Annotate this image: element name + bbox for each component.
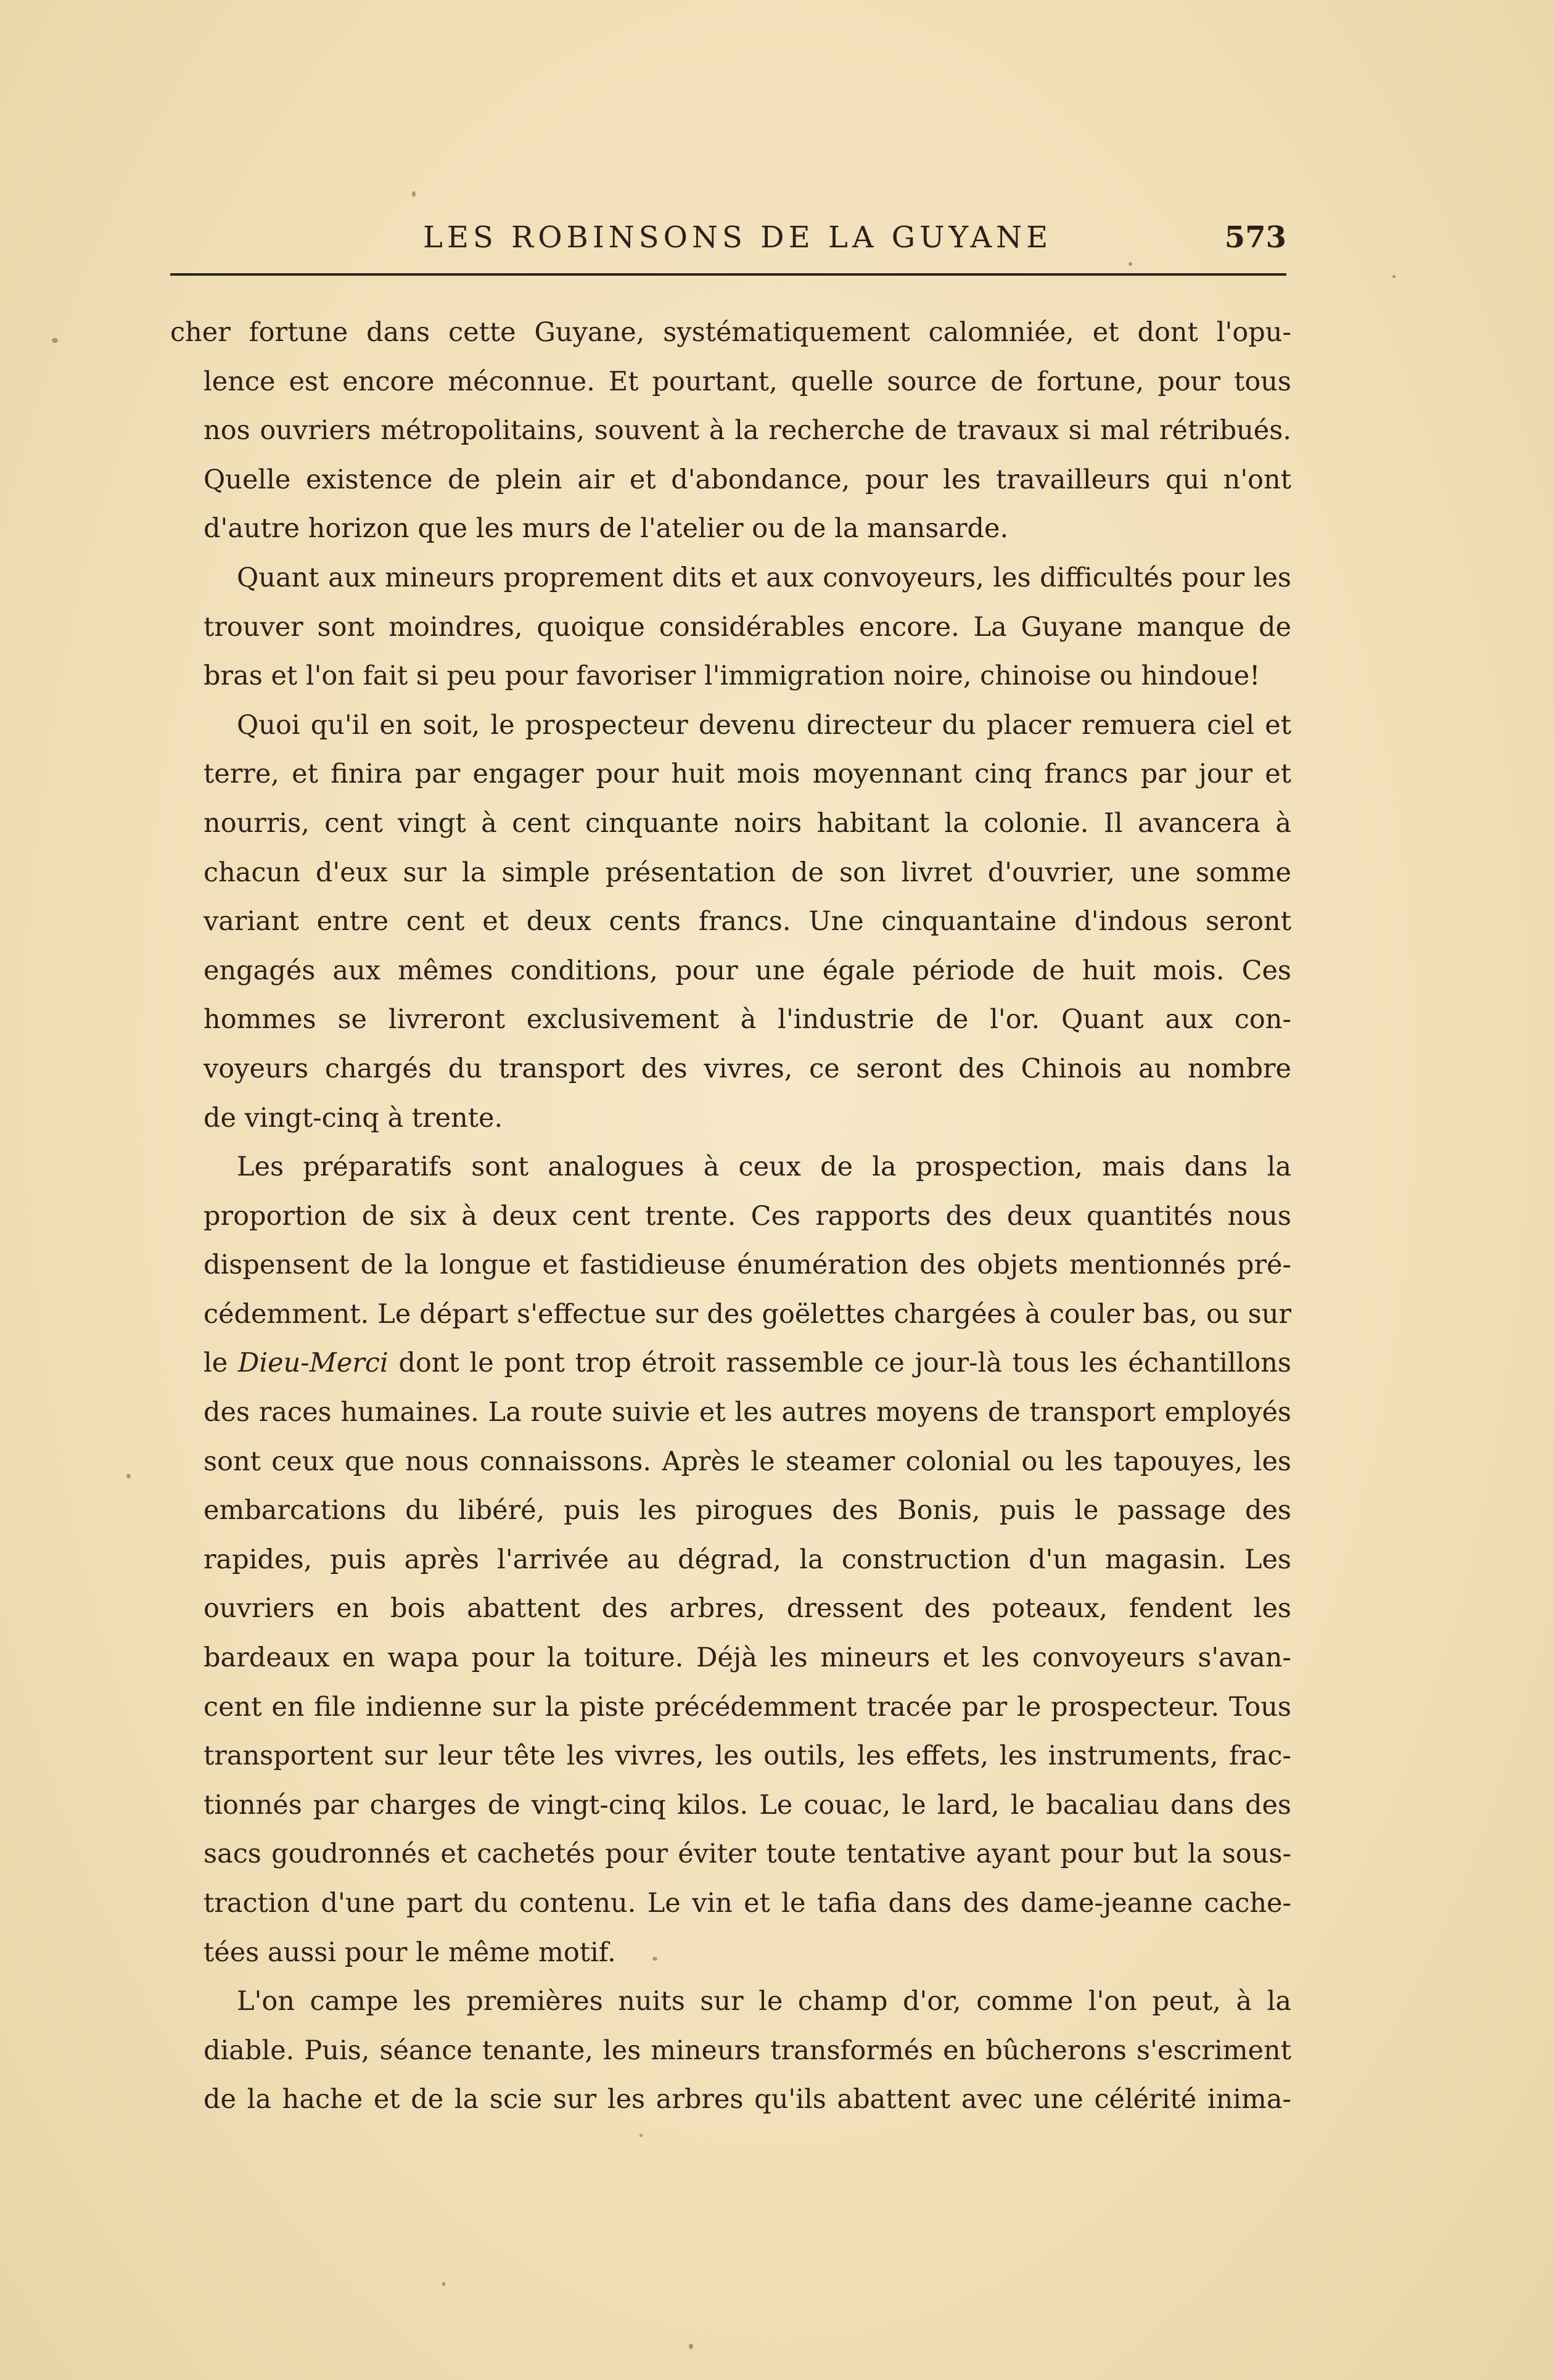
text-line: traction d'une part du contenu. Le vin et le tafia dans des dame-jeanne cache- <box>204 1888 1291 1919</box>
header-rule <box>170 273 1286 276</box>
line-prefix: le <box>204 1348 238 1379</box>
line-suffix: dont le pont trop étroit rassemble ce jour-là tous les échantillons <box>388 1348 1291 1379</box>
text-line: lence est encore méconnue. Et pourtant, quelle source de fortune, pour tous <box>204 366 1291 397</box>
paper-speck <box>412 191 416 197</box>
paragraph-1 <box>170 308 1291 554</box>
paragraph-3 <box>170 701 1291 1143</box>
text-line: ouvriers en bois abattent des arbres, dressent des poteaux, fendent les <box>204 1593 1291 1624</box>
paragraph-5 <box>170 1977 1291 2125</box>
text-line: rapides, puis après l'arrivée au dégrad, la construction d'un magasin. Les <box>204 1544 1291 1575</box>
text-line: de la hache et de la scie sur les arbres qu'ils abattent avec une célérité inima- <box>204 2084 1291 2115</box>
text-line: chacun d'eux sur la simple présentation de son livret d'ouvrier, une somme <box>204 857 1291 888</box>
paper-speck <box>689 2344 693 2349</box>
paper-speck <box>126 1474 131 1478</box>
text-line-with-italic <box>170 1339 1291 1388</box>
text-line: d'autre horizon que les murs de l'atelier ou de la mansarde. <box>204 513 1009 545</box>
text-line: sont ceux que nous connaissons. Après le steamer colonial ou les tapouyes, les <box>204 1446 1291 1477</box>
text-line: cent en file indienne sur la piste précédemment tracée par le prospecteur. Tous <box>204 1691 1291 1723</box>
text-line: nos ouvriers métropolitains, souvent à la recherche de travaux si mal rétribués. <box>204 415 1291 447</box>
text-line: engagés aux mêmes conditions, pour une égale période de huit mois. Ces <box>204 955 1291 986</box>
text-line: bras et l'on fait si peu pour favoriser l'immigration noire, chinoise ou hindoue! <box>204 661 1260 692</box>
paper-speck <box>1128 262 1132 266</box>
text-line: diable. Puis, séance tenante, les mineurs transformés en bûcherons s'escriment <box>204 2035 1291 2066</box>
text-line: dispensent de la longue et fastidieuse énumération des objets mentionnés pré- <box>204 1250 1291 1281</box>
text-line: Quant aux mineurs proprement dits et aux convoyeurs, les difficultés pour les <box>237 562 1291 593</box>
paper-speck <box>442 2282 445 2286</box>
text-line: cédemment. Le départ s'effectue sur des goëlettes chargées à couler bas, ou sur <box>204 1298 1291 1330</box>
page-number: 573 <box>1224 220 1286 255</box>
paper-speck <box>1392 275 1396 278</box>
text-line: tées aussi pour le même motif. <box>204 1937 616 1968</box>
text-line: bardeaux en wapa pour la toiture. Déjà les mineurs et les convoyeurs s'avan- <box>204 1642 1291 1674</box>
paper-speck <box>639 2134 643 2137</box>
text-line: Quoi qu'il en soit, le prospecteur devenu directeur du placer remuera ciel et <box>237 709 1291 741</box>
text-line: proportion de six à deux cent trente. Ces rapports des deux quantités nous <box>204 1200 1291 1232</box>
text-line: cher fortune dans cette Guyane, systématiquement calomniée, et dont l'opu- <box>170 317 1291 348</box>
text-line: de vingt-cinq à trente. <box>204 1102 503 1134</box>
paper-speck <box>652 1957 657 1961</box>
running-head <box>170 213 1286 262</box>
text-line: hommes se livreront exclusivement à l'industrie de l'or. Quant aux con- <box>204 1004 1291 1036</box>
text-line: tionnés par charges de vingt-cinq kilos. Le couac, le lard, le bacaliau dans des <box>204 1789 1291 1821</box>
text-line: variant entre cent et deux cents francs. Une cinquantaine d'indous seront <box>204 906 1291 937</box>
text-line: sacs goudronnés et cachetés pour éviter toute tentative ayant pour but la sous- <box>204 1839 1291 1870</box>
text-line: voyeurs chargés du transport des vivres, ce seront des Chinois au nombre <box>204 1053 1291 1084</box>
ship-name-italic: Dieu-Merci <box>237 1348 388 1379</box>
paper-speck <box>52 338 58 343</box>
text-line: des races humaines. La route suivie et les autres moyens de transport employés <box>204 1397 1291 1428</box>
text-line: trouver sont moindres, quoique considérables encore. La Guyane manque de <box>204 611 1291 643</box>
text-line: terre, et finira par engager pour huit mois moyennant cinq francs par jour et <box>204 759 1291 790</box>
body-text <box>170 308 1291 2125</box>
text-line: transportent sur leur tête les vivres, les outils, les effets, les instruments, frac- <box>204 1740 1291 1772</box>
running-title: LES ROBINSONS DE LA GUYANE <box>423 220 1053 255</box>
paragraph-4 <box>170 1143 1291 1977</box>
text-line: Quelle existence de plein air et d'abondance, pour les travailleurs qui n'ont <box>204 464 1291 495</box>
text-line: Les préparatifs sont analogues à ceux de la prospection, mais dans la <box>237 1151 1291 1183</box>
text-line: nourris, cent vingt à cent cinquante noirs habitant la colonie. Il avancera à <box>204 807 1291 839</box>
text-line: L'on campe les premières nuits sur le champ d'or, comme l'on peut, à la <box>237 1986 1291 2017</box>
text-line: embarcations du libéré, puis les pirogues des Bonis, puis le passage des <box>204 1495 1291 1526</box>
paragraph-2 <box>170 554 1291 701</box>
